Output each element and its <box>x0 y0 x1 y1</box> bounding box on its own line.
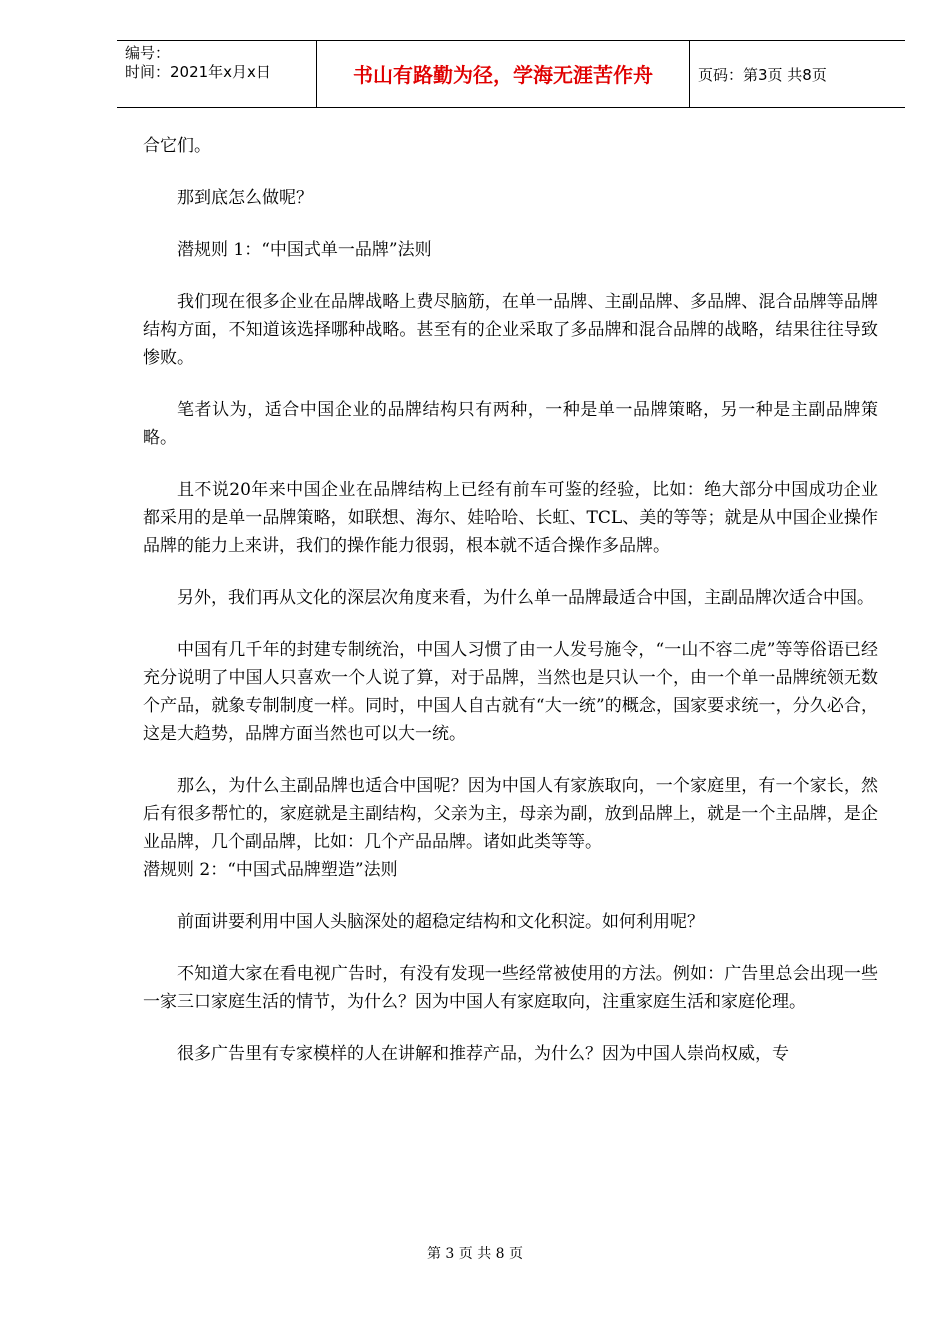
paragraph-question: 那到底怎么做呢？ <box>177 188 313 208</box>
rule-1-heading: 潜规则 1：“中国式单一品牌”法则 <box>177 240 432 260</box>
paragraph: 且不说20年来中国企业在品牌结构上已经有前车可鉴的经验，比如：绝大部分中国成功企业都采用的是单一品牌策略，如联想、海尔、娃哈哈、长虹、TCL、美的等等；就是从中国企业操作品牌的能力上来讲，我们的操作能力很弱，根本就不适合操作多品牌。 <box>143 480 878 556</box>
paragraph: 中国有几千年的封建专制统治，中国人习惯了由一人发号施令，“一山不容二虎”等等俗语已经充分说明了中国人只喜欢一个人说了算，对于品牌，当然也是只认一个，由一个单一品牌统领无数个产品，就象专制制度一样。同时，中国人自古就有“大一统”的概念，国家要求统一，分久必合， 这是大趋势，品牌方面当然也可以大一统。 <box>143 640 878 744</box>
document-body <box>143 132 878 1068</box>
paragraph: 另外，我们再从文化的深层次角度来看，为什么单一品牌最适合中国，主副品牌次适合中国。 <box>177 588 874 608</box>
page-footer: 第 3 页 共 8 页 <box>426 1246 524 1262</box>
paragraph: 不知道大家在看电视广告时，有没有发现一些经常被使用的方法。例如：广告里总会出现一些一家三口家庭生活的情节，为什么？因为中国人有家庭取向，注重家庭生活和家庭伦理。 <box>143 964 878 1012</box>
paragraph: 前面讲要利用中国人头脑深处的超稳定结构和文化积淀。如何利用呢？ <box>177 912 704 932</box>
header-page-number: 页码：第3页 共8页 <box>698 66 827 84</box>
header-info-cell <box>117 41 316 107</box>
paragraph: 我们现在很多企业在品牌战略上费尽脑筋，在单一品牌、主副品牌、多品牌、混合品牌等品牌结构方面，不知道该选择哪种战略。甚至有的企业采取了多品牌和混合品牌的战略，结果往往导致惨败。 <box>143 292 878 368</box>
paragraph-continuation: 合它们。 <box>143 136 211 156</box>
document-time-label: 时间：2021年x月x日 <box>125 63 271 81</box>
rule-2-heading: 潜规则 2：“中国式品牌塑造”法则 <box>143 860 398 880</box>
page-header <box>117 40 905 108</box>
document-number-label: 编号： <box>125 44 171 62</box>
paragraph: 很多广告里有专家模样的人在讲解和推荐产品，为什么？因为中国人崇尚权威，专 <box>177 1044 789 1064</box>
paragraph: 那么，为什么主副品牌也适合中国呢？因为中国人有家族取向，一个家庭里，有一个家长，然后有很多帮忙的，家庭就是主副结构，父亲为主，母亲为副，放到品牌上，就是一个主品牌，是企业品牌，几个副品牌，比如：几个产品品牌。诸如此类等等。 <box>143 776 878 852</box>
header-page-cell <box>690 41 905 107</box>
header-motto-cell <box>316 41 690 107</box>
paragraph: 笔者认为，适合中国企业的品牌结构只有两种，一种是单一品牌策略，另一种是主副品牌策略。 <box>143 400 878 448</box>
header-motto: 书山有路勤为径，学海无涯苦作舟 <box>353 63 653 87</box>
